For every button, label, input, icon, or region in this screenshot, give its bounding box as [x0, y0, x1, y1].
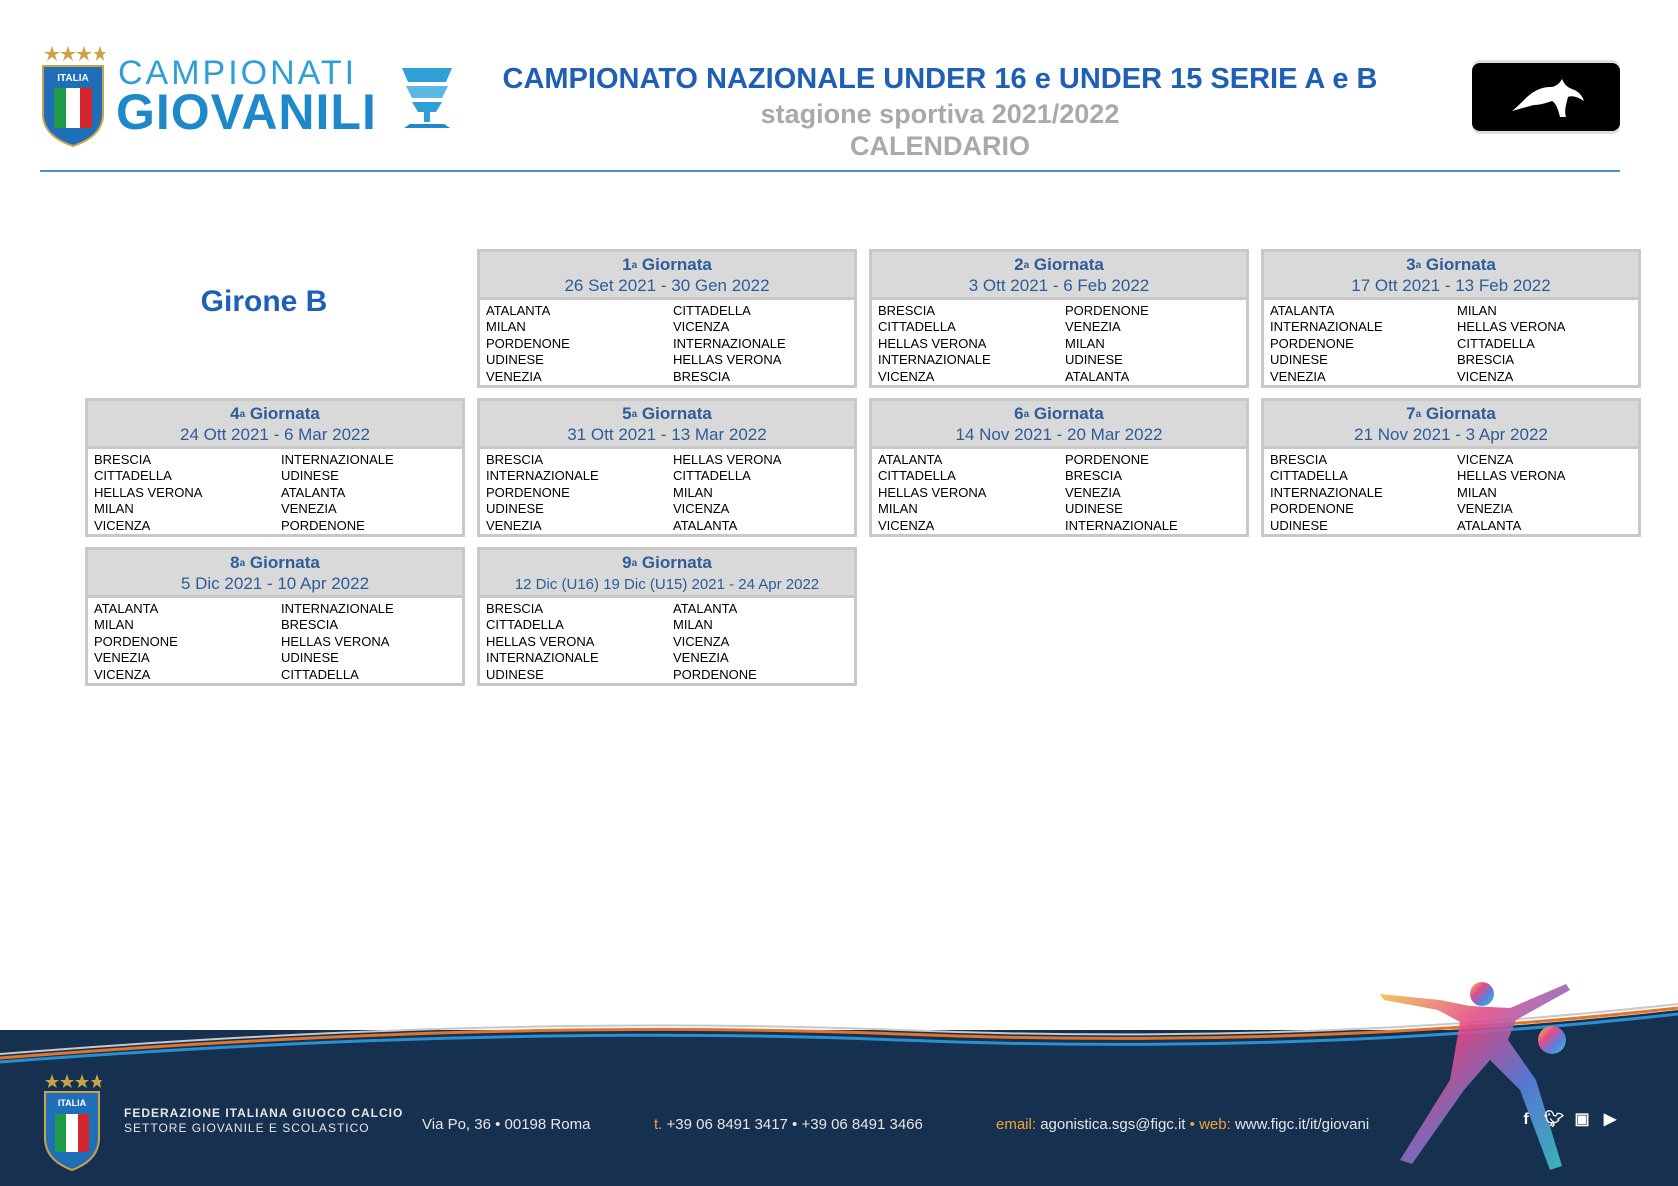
match-row [94, 650, 462, 666]
round-number: 1 [622, 255, 632, 274]
round-number: 2 [1014, 255, 1024, 274]
home-team: VICENZA [878, 368, 935, 384]
round-number: 9 [622, 553, 632, 572]
round-header [1264, 401, 1638, 449]
match-row [486, 303, 854, 319]
away-team: MILAN [1457, 484, 1497, 500]
round-header [1264, 252, 1638, 300]
away-team: CITTADELLA [673, 468, 751, 484]
home-team: PORDENONE [486, 335, 570, 351]
home-team: HELLAS VERONA [878, 335, 987, 351]
match-row [94, 617, 462, 633]
home-team: INTERNAZIONALE [1270, 319, 1383, 335]
away-team: ATALANTA [673, 601, 738, 616]
round-title [1264, 401, 1638, 424]
home-team: UDINESE [486, 352, 544, 368]
phone-numbers: +39 06 8491 3417 • +39 06 8491 3466 [666, 1116, 923, 1133]
round-box [477, 249, 857, 388]
match-list [88, 598, 462, 683]
away-team: ATALANTA [673, 517, 738, 533]
round-header [88, 550, 462, 598]
home-team: MILAN [94, 617, 134, 633]
home-team: HELLAS VERONA [486, 633, 595, 649]
email-label: email: [996, 1116, 1037, 1133]
match-list [480, 598, 854, 683]
match-row [878, 319, 1246, 335]
match-row [94, 501, 462, 517]
away-team: VICENZA [673, 319, 730, 335]
round-ordinal: a [1415, 409, 1422, 420]
match-list [1264, 300, 1638, 385]
home-team: UDINESE [486, 666, 544, 682]
home-team: INTERNAZIONALE [486, 650, 599, 666]
social-links [1516, 1110, 1620, 1130]
home-team: CITTADELLA [94, 468, 172, 484]
round-title [1264, 252, 1638, 275]
round-dates: 5 Dic 2021 - 10 Apr 2022 [180, 574, 370, 593]
match-row [1270, 452, 1638, 468]
round-box [869, 398, 1249, 537]
round-title [872, 252, 1246, 275]
round-label: Giornata [249, 404, 320, 423]
away-team: ATALANTA [281, 484, 346, 500]
away-team: ATALANTA [1065, 368, 1130, 384]
away-team: PORDENONE [673, 666, 757, 682]
match-row [94, 667, 462, 683]
away-team: MILAN [1457, 303, 1497, 318]
match-row [878, 485, 1246, 501]
round-title [872, 401, 1246, 424]
round-box [85, 398, 465, 537]
round-header [872, 401, 1246, 449]
match-row [486, 601, 854, 617]
away-team: INTERNAZIONALE [281, 452, 394, 467]
facebook-icon[interactable]: f [1523, 1111, 1529, 1128]
round-box [1261, 249, 1641, 388]
round-label: Giornata [249, 553, 320, 572]
away-team: MILAN [1065, 335, 1105, 351]
match-row [486, 634, 854, 650]
address-text: Via Po, 36 • 00198 Roma [422, 1116, 591, 1133]
home-team: VENEZIA [94, 650, 150, 666]
instagram-icon[interactable]: ▣ [1574, 1111, 1590, 1128]
match-row [94, 485, 462, 501]
away-team: BRESCIA [1065, 468, 1123, 484]
away-team: UDINESE [281, 650, 339, 666]
home-team: UDINESE [1270, 352, 1328, 368]
round-header [480, 252, 854, 300]
svg-text:ITALIA: ITALIA [57, 73, 89, 84]
round-dates: 12 Dic (U16) 19 Dic (U15) 2021 - 24 Apr 2022 [514, 576, 820, 593]
away-team: HELLAS VERONA [1457, 468, 1566, 484]
italia-shield-icon [40, 44, 106, 148]
home-team: MILAN [94, 501, 134, 517]
match-row [486, 452, 854, 468]
home-team: HELLAS VERONA [878, 484, 987, 500]
web-label: • web: [1189, 1116, 1231, 1133]
away-team: HELLAS VERONA [673, 452, 782, 467]
match-row [1270, 352, 1638, 368]
match-row [94, 452, 462, 468]
match-row [486, 468, 854, 484]
match-list [88, 449, 462, 534]
away-team: INTERNAZIONALE [673, 335, 786, 351]
match-row [94, 634, 462, 650]
away-team: VICENZA [1457, 452, 1514, 467]
home-team: CITTADELLA [1270, 468, 1348, 484]
round-dates: 24 Ott 2021 - 6 Mar 2022 [180, 425, 370, 444]
match-row [1270, 369, 1638, 385]
round-label: Giornata [641, 553, 712, 572]
away-team: VENEZIA [1065, 484, 1121, 500]
match-row [878, 468, 1246, 484]
season-subtitle: stagione sportiva 2021/2022 [760, 99, 1120, 129]
match-list [480, 449, 854, 534]
round-header [872, 252, 1246, 300]
home-team: PORDENONE [1270, 501, 1354, 517]
home-team: PORDENONE [1270, 335, 1354, 351]
round-box [1261, 398, 1641, 537]
round-box [477, 398, 857, 537]
away-team: CITTADELLA [673, 303, 751, 318]
home-team: INTERNAZIONALE [1270, 484, 1383, 500]
sector-name: SETTORE GIOVANILE E SCOLASTICO [124, 1121, 370, 1135]
round-number: 7 [1406, 404, 1416, 423]
girone-title: Girone B [200, 285, 328, 318]
round-label: Giornata [1033, 255, 1104, 274]
sponsor-logo [1472, 63, 1620, 131]
round-header [480, 401, 854, 449]
round-title [88, 401, 462, 424]
match-row [878, 452, 1246, 468]
match-row [486, 617, 854, 633]
match-row [486, 501, 854, 517]
round-number: 6 [1014, 404, 1024, 423]
round-title [480, 550, 854, 573]
match-row [1270, 303, 1638, 319]
away-team: BRESCIA [1457, 352, 1515, 368]
home-team: MILAN [878, 501, 918, 517]
round-label: Giornata [1425, 404, 1496, 423]
campionati-giovanili-logo [40, 44, 470, 154]
away-team: UDINESE [1065, 352, 1123, 368]
match-list [872, 449, 1246, 534]
match-row [486, 650, 854, 666]
match-row [1270, 336, 1638, 352]
away-team: HELLAS VERONA [1457, 319, 1566, 335]
round-dates: 3 Ott 2021 - 6 Feb 2022 [968, 276, 1150, 295]
home-team: VICENZA [94, 517, 151, 533]
match-row [1270, 468, 1638, 484]
round-box [85, 547, 465, 686]
round-header [480, 550, 854, 598]
round-number: 8 [230, 553, 240, 572]
away-team: VICENZA [1457, 368, 1514, 384]
round-box [477, 547, 857, 686]
match-row [486, 667, 854, 683]
match-row [486, 336, 854, 352]
twitter-icon[interactable]: 🐦︎ [1544, 1111, 1565, 1128]
round-label: Giornata [1033, 404, 1104, 423]
home-team: BRESCIA [1270, 452, 1328, 467]
match-row [878, 352, 1246, 368]
round-dates: 26 Set 2021 - 30 Gen 2022 [564, 276, 770, 295]
home-team: ATALANTA [94, 601, 159, 616]
round-label: Giornata [1425, 255, 1496, 274]
away-team: BRESCIA [673, 368, 731, 384]
match-row [486, 352, 854, 368]
away-team: VENEZIA [281, 501, 337, 517]
svg-text:ITALIA: ITALIA [57, 1098, 87, 1108]
away-team: CITTADELLA [281, 666, 359, 682]
round-box [869, 249, 1249, 388]
away-team: CITTADELLA [1457, 335, 1535, 351]
phone-label: t. [654, 1116, 663, 1133]
brand-top-text: CAMPIONATI [118, 54, 358, 92]
match-row [878, 336, 1246, 352]
home-team: CITTADELLA [878, 319, 956, 335]
trophy-icon [392, 60, 462, 130]
home-team: HELLAS VERONA [94, 484, 203, 500]
away-team: MILAN [673, 484, 713, 500]
home-team: VENEZIA [1270, 368, 1326, 384]
match-row [878, 501, 1246, 517]
round-number: 4 [230, 404, 240, 423]
home-team: INTERNAZIONALE [878, 352, 991, 368]
away-team: PORDENONE [1065, 452, 1149, 467]
web-link[interactable]: www.figc.it/it/giovani [1234, 1116, 1370, 1133]
home-team: ATALANTA [486, 303, 551, 318]
header-divider [40, 170, 1620, 172]
away-team: VENEZIA [1065, 319, 1121, 335]
away-team: VICENZA [673, 501, 730, 517]
home-team: ATALANTA [1270, 303, 1335, 318]
home-team: BRESCIA [486, 452, 544, 467]
phone-text [654, 1116, 923, 1133]
federation-name: FEDERAZIONE ITALIANA GIUOCO CALCIO [124, 1106, 404, 1120]
round-ordinal: a [631, 260, 638, 271]
match-row [1270, 501, 1638, 517]
round-title [88, 550, 462, 573]
away-team: HELLAS VERONA [673, 352, 782, 368]
away-team: PORDENONE [281, 517, 365, 533]
home-team: ATALANTA [878, 452, 943, 467]
away-team: INTERNAZIONALE [281, 601, 394, 616]
round-label: Giornata [641, 255, 712, 274]
home-team: CITTADELLA [878, 468, 956, 484]
contact-text [996, 1116, 1369, 1133]
match-row [94, 518, 462, 534]
home-team: VENEZIA [486, 517, 542, 533]
match-row [486, 369, 854, 385]
round-number: 5 [622, 404, 632, 423]
round-dates: 17 Ott 2021 - 13 Feb 2022 [1351, 276, 1551, 295]
match-list [1264, 449, 1638, 534]
match-row [486, 485, 854, 501]
match-row [1270, 518, 1638, 534]
round-ordinal: a [1023, 409, 1030, 420]
home-team: PORDENONE [94, 633, 178, 649]
round-ordinal: a [1415, 260, 1422, 271]
away-team: HELLAS VERONA [281, 633, 390, 649]
round-header [88, 401, 462, 449]
home-team: INTERNAZIONALE [486, 468, 599, 484]
away-team: VENEZIA [673, 650, 729, 666]
away-team: MILAN [673, 617, 713, 633]
match-row [94, 601, 462, 617]
round-label: Giornata [641, 404, 712, 423]
home-team: CITTADELLA [486, 617, 564, 633]
round-ordinal: a [1023, 260, 1030, 271]
round-dates: 14 Nov 2021 - 20 Mar 2022 [955, 425, 1163, 444]
away-team: UDINESE [1065, 501, 1123, 517]
home-team: BRESCIA [94, 452, 152, 467]
section-title: CALENDARIO [850, 131, 1030, 161]
away-team: BRESCIA [281, 617, 339, 633]
match-row [1270, 319, 1638, 335]
home-team: BRESCIA [878, 303, 936, 318]
round-title [480, 401, 854, 424]
away-team: ATALANTA [1457, 517, 1522, 533]
youtube-icon[interactable]: ▶ [1603, 1111, 1617, 1128]
email-link[interactable]: agonistica.sgs@figc.it [1040, 1116, 1186, 1133]
match-row [486, 319, 854, 335]
round-ordinal: a [631, 558, 638, 569]
away-team: INTERNAZIONALE [1065, 517, 1178, 533]
athlete-illustration [1340, 970, 1610, 1180]
brand-bottom-text: GIOVANILI [116, 84, 377, 140]
match-row [878, 369, 1246, 385]
puma-logo-icon [1506, 75, 1586, 119]
figc-shield-icon [42, 1072, 102, 1172]
home-team: MILAN [486, 319, 526, 335]
match-list [480, 300, 854, 385]
home-team: VICENZA [94, 666, 151, 682]
round-dates: 21 Nov 2021 - 3 Apr 2022 [1354, 425, 1548, 444]
home-team: BRESCIA [486, 601, 544, 616]
page-title: CAMPIONATO NAZIONALE UNDER 16 e UNDER 15 SERIE A e B [502, 63, 1378, 95]
round-ordinal: a [239, 409, 246, 420]
home-team: UDINESE [1270, 517, 1328, 533]
match-row [94, 468, 462, 484]
round-dates: 31 Ott 2021 - 13 Mar 2022 [567, 425, 767, 444]
home-team: UDINESE [486, 501, 544, 517]
home-team: PORDENONE [486, 484, 570, 500]
round-number: 3 [1406, 255, 1416, 274]
round-title [480, 252, 854, 275]
home-team: VICENZA [878, 517, 935, 533]
away-team: VICENZA [673, 633, 730, 649]
match-list [872, 300, 1246, 385]
round-ordinal: a [239, 558, 246, 569]
away-team: VENEZIA [1457, 501, 1513, 517]
away-team: UDINESE [281, 468, 339, 484]
home-team: VENEZIA [486, 368, 542, 384]
match-row [1270, 485, 1638, 501]
away-team: PORDENONE [1065, 303, 1149, 318]
match-row [878, 518, 1246, 534]
round-ordinal: a [631, 409, 638, 420]
match-row [486, 518, 854, 534]
match-row [878, 303, 1246, 319]
